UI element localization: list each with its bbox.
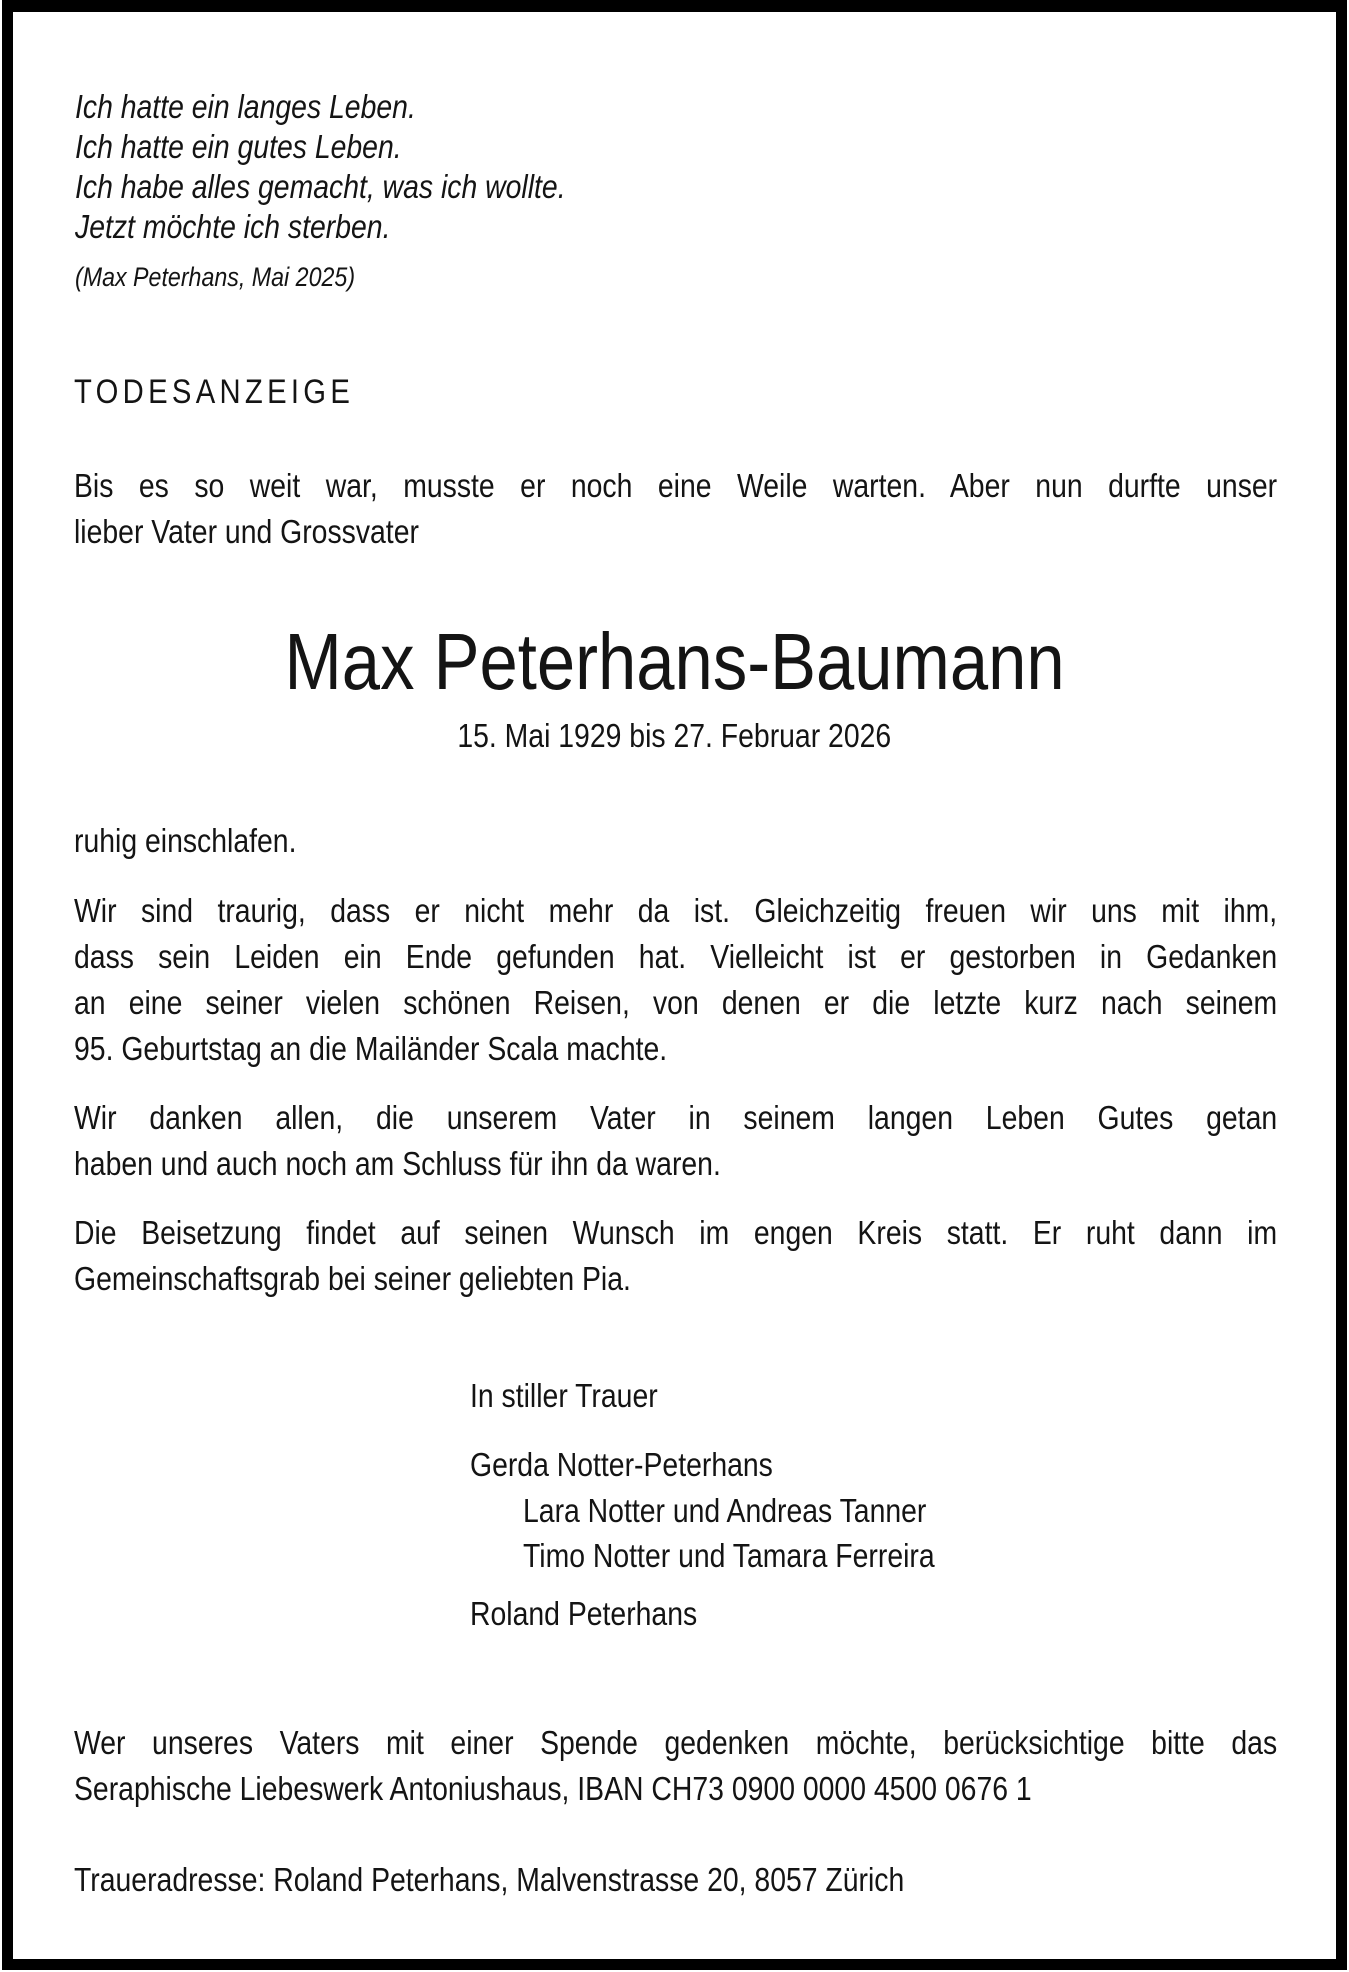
- poem-line: Ich hatte ein langes Leben.: [75, 88, 416, 125]
- deceased-name: Max Peterhans-Baumann: [284, 617, 1065, 706]
- paragraph-line: haben und auch noch am Schluss für ihn da waren.: [74, 1145, 721, 1182]
- deceased-dates: 15. Mai 1929 bis 27. Februar 2026: [457, 717, 892, 754]
- donation-line: Wer unseres Vaters mit einer Spende gedenken möchte, berücksichtige bitte das: [74, 1724, 1278, 1761]
- paragraph-line: 95. Geburtstag an die Mailänder Scala machte.: [74, 1030, 668, 1067]
- intro-line: Bis es so weit war, musste er noch eine Weile warten. Aber nun durfte unser: [74, 467, 1278, 504]
- page-title: TODESANZEIGE: [74, 373, 355, 411]
- paragraph-line: Die Beisetzung findet auf seinen Wunsch im engen Kreis statt. Er ruht dann im: [74, 1214, 1278, 1251]
- mourner-name: Lara Notter und Andreas Tanner: [523, 1492, 927, 1529]
- mourning-intro: In stiller Trauer: [470, 1377, 658, 1414]
- paragraph-line: Wir sind traurig, dass er nicht mehr da ist. Gleichzeitig freuen wir uns mit ihm,: [74, 892, 1278, 929]
- intro-line: lieber Vater und Grossvater: [74, 513, 419, 550]
- paragraph-thanks: [74, 1095, 1277, 1187]
- mourner-name: Roland Peterhans: [470, 1595, 698, 1632]
- closing-phrase: ruhig einschlafen.: [74, 822, 297, 859]
- mourning-address: Traueradresse: Roland Peterhans, Malvenstrasse 20, 8057 Zürich: [74, 1861, 905, 1898]
- paragraph-burial: [74, 1210, 1277, 1302]
- paragraph-sorrow: [74, 888, 1277, 1072]
- donation-line: Seraphische Liebeswerk Antoniushaus, IBAN CH73 0900 0000 4500 0676 1: [74, 1770, 1032, 1807]
- paragraph-line: Wir danken allen, die unserem Vater in seinem langen Leben Gutes getan: [74, 1099, 1278, 1136]
- poem-line: Ich hatte ein gutes Leben.: [75, 128, 402, 165]
- mourner-name: Timo Notter und Tamara Ferreira: [523, 1537, 935, 1574]
- paragraph-line: an eine seiner vielen schönen Reisen, von denen er die letzte kurz nach seinem: [74, 984, 1278, 1021]
- intro-paragraph: [74, 463, 1277, 555]
- poem-attribution: (Max Peterhans, Mai 2025): [75, 262, 356, 292]
- poem-line: Ich habe alles gemacht, was ich wollte.: [75, 168, 566, 205]
- donation-notice: [74, 1720, 1277, 1812]
- paragraph-line: Gemeinschaftsgrab bei seiner geliebten Pia.: [74, 1260, 631, 1297]
- mourner-name: Gerda Notter-Peterhans: [470, 1446, 773, 1483]
- paragraph-line: dass sein Leiden ein Ende gefunden hat. Vielleicht ist er gestorben in Gedanken: [74, 938, 1278, 975]
- poem-line: Jetzt möchte ich sterben.: [75, 208, 391, 245]
- poem-block: [75, 87, 566, 247]
